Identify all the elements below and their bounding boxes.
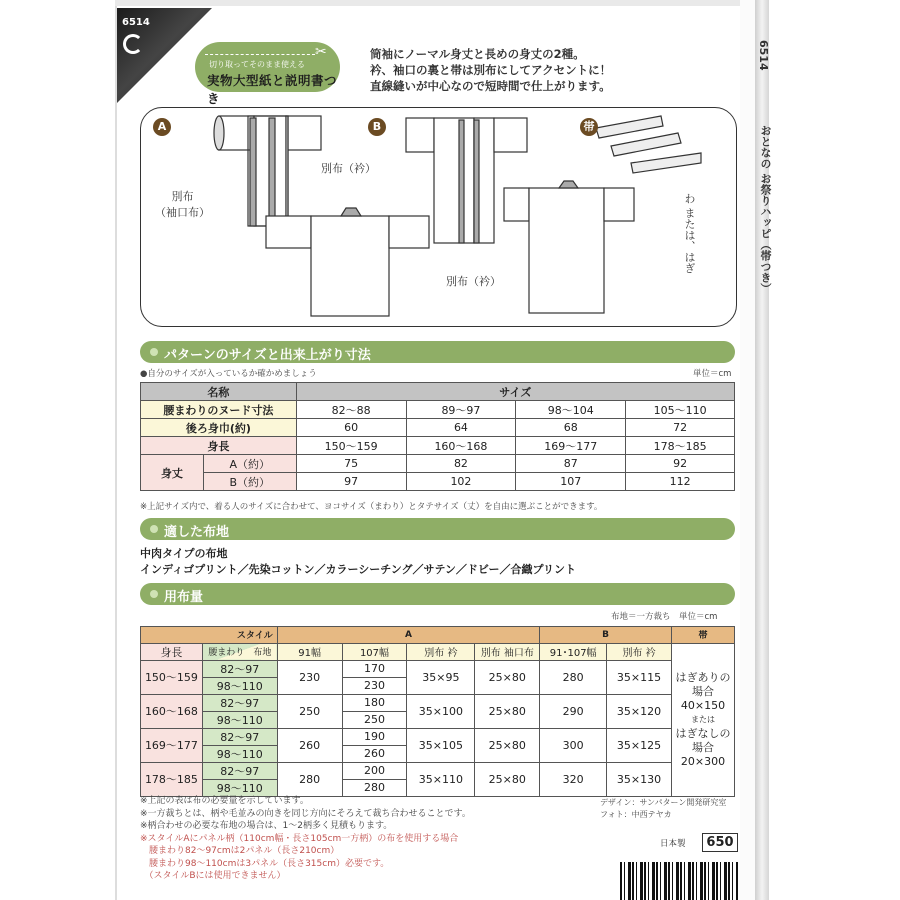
- corner-waist: 腰まわり: [208, 648, 245, 658]
- section-header-yardage: [140, 583, 735, 605]
- col-header: 別布 衿: [407, 643, 475, 660]
- cell: 35×110: [407, 762, 475, 796]
- bullet-icon: [150, 348, 158, 356]
- row-label: 腰まわりのヌード寸法: [141, 401, 297, 419]
- table-row: [141, 728, 735, 745]
- row-label: 身丈: [141, 455, 204, 491]
- footnote: ※上記の表は布の必要量を示しています。: [140, 796, 309, 806]
- yardage-unit: 布地＝一方裁ち 単位＝cm: [611, 612, 718, 622]
- cuff: [214, 116, 224, 150]
- collar-label-a: 別布（衿）: [321, 162, 376, 175]
- illustration-panel: [140, 107, 737, 327]
- table-row: [141, 473, 735, 491]
- header-name: 名称: [141, 383, 297, 401]
- footnote-red: 腰まわり82〜97cmは2パネル（長さ210cm）: [140, 846, 340, 856]
- product-code: 6514: [122, 17, 150, 28]
- cell: 60: [296, 419, 406, 437]
- cell: 280: [540, 660, 607, 694]
- table-row: [141, 694, 735, 711]
- brand-logo-icon: [123, 34, 143, 54]
- cell: 35×130: [607, 762, 672, 796]
- section-title: 適した布地: [164, 525, 230, 540]
- waist-cell: 82〜97: [202, 694, 277, 711]
- footnote-red: ※スタイルAにパネル柄（110cm幅・長さ105cm一方柄）の布を使用する場合: [140, 833, 459, 844]
- cell: 112: [626, 473, 735, 491]
- style-a-front: [214, 116, 321, 226]
- footnote-red: （スタイルBには使用できません）: [140, 871, 286, 881]
- scissors-icon: ✂: [315, 44, 327, 60]
- cell: 25×80: [475, 762, 540, 796]
- cell: 290: [540, 694, 607, 728]
- section-title: 用布量: [164, 590, 204, 605]
- corner-fabric-label: 布地: [253, 648, 272, 658]
- happi-illustration: [141, 108, 736, 326]
- cell: 25×80: [475, 660, 540, 694]
- bullet-icon: [150, 525, 158, 533]
- col-header: 別布 衿: [607, 643, 672, 660]
- cell: 72: [626, 419, 735, 437]
- cell: 300: [540, 728, 607, 762]
- intro-line: 衿、袖口の裏と帯は別布にしてアクセントに！: [370, 63, 612, 77]
- obi-illustration: [596, 116, 701, 173]
- height-cell: 150〜159: [141, 660, 203, 694]
- waist-cell: 82〜97: [202, 660, 277, 677]
- group-header-row: [141, 627, 735, 644]
- obi-line: 場合: [692, 684, 714, 698]
- collar-label-b: 別布（衿）: [446, 275, 501, 288]
- cell: 260: [342, 745, 407, 762]
- row-sublabel: B（約）: [203, 473, 296, 491]
- intro-text: [370, 46, 611, 94]
- cell: 25×80: [475, 728, 540, 762]
- yardage-table: [140, 626, 735, 797]
- table-header-row: [141, 383, 735, 401]
- size-table: [140, 382, 735, 491]
- size-footnote: ※上記サイズ内で、着る人のサイズに合わせて、ヨコサイズ（まわり）とタテサイズ（丈）を自由に選ぶことができます。: [140, 502, 603, 512]
- cell: 230: [342, 677, 407, 694]
- group-obi: 帯: [672, 627, 735, 644]
- cell: 260: [277, 728, 342, 762]
- pill-big-text: 実物大型紙と説明書つき: [207, 73, 338, 106]
- top-strip: [115, 0, 755, 6]
- footnotes: [140, 795, 471, 883]
- cell: 89〜97: [406, 401, 516, 419]
- obi-line: または: [691, 714, 715, 724]
- group-b: B: [540, 627, 672, 644]
- sleeve-right: [286, 116, 321, 150]
- fabric-list: インディゴプリント／先染コットン／カラーシーチング／サテン／ドビー／合織プリント: [140, 563, 577, 576]
- row-label: 後ろ身巾(約): [141, 419, 297, 437]
- intro-line: 筒袖にノーマル身丈と長めの身丈の2種。: [370, 47, 585, 61]
- obi-line: 場合: [692, 740, 714, 754]
- cell: 107: [516, 473, 626, 491]
- table-row: [141, 762, 735, 779]
- style-a-back: [266, 208, 429, 316]
- obi-badge: 帯: [580, 118, 598, 136]
- footnote-red: 腰まわり98〜110cmは3パネル（長さ315cm）必要です。: [140, 858, 390, 869]
- waist-cell: 82〜97: [202, 728, 277, 745]
- cell: 250: [277, 694, 342, 728]
- table-row: [141, 401, 735, 419]
- bullet-icon: [150, 590, 158, 598]
- obi-line: はぎなしの: [675, 726, 731, 740]
- obi-label: わ または、はぎ: [683, 193, 696, 274]
- spine-number: 6514: [757, 40, 770, 71]
- section-title: パターンのサイズと出来上がり寸法: [164, 348, 371, 363]
- cell: 190: [342, 728, 407, 745]
- cell: 102: [406, 473, 516, 491]
- fabric-type: 中肉タイプの布地: [140, 547, 228, 560]
- spine: [740, 0, 756, 900]
- cuff-label-line: （袖口布）: [155, 206, 210, 219]
- table-row: [141, 660, 735, 677]
- obi-line: はぎありの: [675, 670, 731, 684]
- cell: 200: [342, 762, 407, 779]
- cell: 280: [342, 779, 407, 796]
- obi-cell: [672, 643, 735, 796]
- cell: 160〜168: [406, 437, 516, 455]
- waist-cell: 98〜110: [202, 745, 277, 762]
- cell: 98〜104: [516, 401, 626, 419]
- barcode: [620, 862, 738, 900]
- cell: 82〜88: [296, 401, 406, 419]
- photo-credit: フォト：中西テヤカ: [600, 810, 672, 819]
- footnote: ※一方裁ちとは、柄や毛並みの向きを同じ方向にそろえて裁ち合わせることです。: [140, 808, 471, 819]
- col-header: 91･107幅: [540, 643, 607, 660]
- size-note: ●自分のサイズが入っているか確かめましょう: [140, 369, 317, 379]
- corner-height: 身長: [141, 643, 203, 660]
- row-sublabel: A（約）: [203, 455, 296, 473]
- obi-line: 40×150: [680, 698, 726, 712]
- corner-fabric: [202, 643, 277, 660]
- cell: 105〜110: [626, 401, 735, 419]
- table-row: [141, 437, 735, 455]
- size-unit: 単位＝cm: [693, 369, 732, 379]
- col-header: 107幅: [342, 643, 407, 660]
- corner-style: スタイル: [141, 627, 278, 644]
- made-in: 日本製: [660, 839, 686, 849]
- cell: 178〜185: [626, 437, 735, 455]
- section-header-fabric: [140, 518, 735, 540]
- waist-cell: 98〜110: [202, 711, 277, 728]
- cell: 35×100: [407, 694, 475, 728]
- cell: 250: [342, 711, 407, 728]
- cell: 35×105: [407, 728, 475, 762]
- waist-cell: 98〜110: [202, 779, 277, 796]
- header-size: サイズ: [296, 383, 734, 401]
- cuff-label-line: 別布: [171, 190, 194, 203]
- cell: 92: [626, 455, 735, 473]
- cell: 230: [277, 660, 342, 694]
- obi-line: 20×300: [680, 754, 726, 768]
- cell: 169〜177: [516, 437, 626, 455]
- col-header: 別布 袖口布: [475, 643, 540, 660]
- style-b-back: [504, 181, 634, 313]
- group-a: A: [277, 627, 540, 644]
- cell: 25×80: [475, 694, 540, 728]
- cuff-label: [155, 188, 210, 220]
- cell: 320: [540, 762, 607, 796]
- design-credit: デザイン：サンパターン開発研究室: [600, 798, 727, 807]
- table-row: [141, 455, 735, 473]
- cell: 82: [406, 455, 516, 473]
- spine-title: おとなの お祭りハッピ（帯つき）: [759, 125, 772, 294]
- cell: 180: [342, 694, 407, 711]
- height-cell: 160〜168: [141, 694, 203, 728]
- intro-line: 直線縫いが中心なので短時間で仕上がります。: [370, 79, 611, 93]
- row-label: 身長: [141, 437, 297, 455]
- price-box: 650: [702, 833, 738, 852]
- waist-cell: 82〜97: [202, 762, 277, 779]
- cell: 75: [296, 455, 406, 473]
- pill-small-text: 切り取ってそのまま使える: [209, 60, 305, 69]
- credits: [600, 797, 726, 821]
- style-b-badge: B: [368, 118, 386, 136]
- style-a-badge: A: [153, 118, 171, 136]
- feature-pill: [195, 42, 340, 106]
- cell: 150〜159: [296, 437, 406, 455]
- cut-line: [205, 54, 315, 55]
- cell: 35×120: [607, 694, 672, 728]
- height-cell: 178〜185: [141, 762, 203, 796]
- cell: 35×125: [607, 728, 672, 762]
- cell: 97: [296, 473, 406, 491]
- cell: 35×95: [407, 660, 475, 694]
- height-cell: 169〜177: [141, 728, 203, 762]
- column-header-row: [141, 643, 735, 660]
- cell: 64: [406, 419, 516, 437]
- table-row: [141, 419, 735, 437]
- cell: 35×115: [607, 660, 672, 694]
- cell: 68: [516, 419, 626, 437]
- cell: 280: [277, 762, 342, 796]
- footnote: ※柄合わせの必要な布地の場合は、1〜2柄多く見積もります。: [140, 821, 393, 831]
- waist-cell: 98〜110: [202, 677, 277, 694]
- cell: 170: [342, 660, 407, 677]
- col-header: 91幅: [277, 643, 342, 660]
- section-header-size: [140, 341, 735, 363]
- cell: 87: [516, 455, 626, 473]
